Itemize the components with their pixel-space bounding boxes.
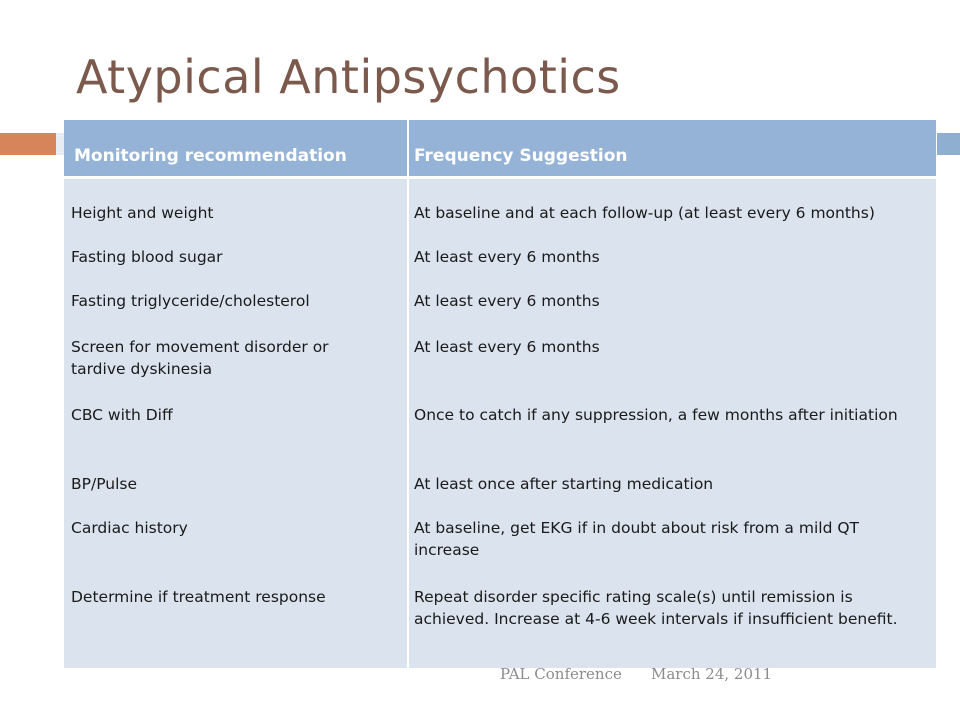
accent-bar-right [937, 133, 960, 155]
row-frequency-fasting-blood-sugar: At least every 6 months [414, 248, 600, 266]
row-frequency-movement-disorder: At least every 6 months [414, 338, 600, 356]
accent-bar-left [0, 133, 56, 155]
row-frequency-treatment-response: Repeat disorder specific rating scale(s) until remission is achieved. Increase at 4-6 week intervals if insufficient benefit. [414, 588, 898, 628]
header-frequency-suggestion: Frequency Suggestion [414, 146, 628, 166]
row-item-treatment-response: Determine if treatment response [71, 588, 326, 606]
row-item-fasting-blood-sugar: Fasting blood sugar [71, 248, 223, 266]
row-item-fasting-triglyceride: Fasting triglyceride/cholesterol [71, 292, 310, 310]
column-divider [407, 120, 409, 668]
row-item-cbc-diff: CBC with Diff [71, 406, 173, 424]
monitoring-table [64, 120, 936, 668]
footer-date: March 24, 2011 [651, 665, 773, 683]
row-item-height-weight: Height and weight [71, 204, 214, 222]
row-frequency-height-weight: At baseline and at each follow-up (at least every 6 months) [414, 204, 875, 222]
row-frequency-fasting-triglyceride: At least every 6 months [414, 292, 600, 310]
footer-event: PAL Conference [500, 665, 622, 683]
row-frequency-cbc-diff: Once to catch if any suppression, a few months after initiation [414, 406, 898, 424]
table-header [64, 120, 936, 176]
row-item-movement-disorder: Screen for movement disorder or tardive dyskinesia [71, 338, 329, 378]
row-item-bp-pulse: BP/Pulse [71, 475, 138, 493]
row-item-cardiac-history: Cardiac history [71, 519, 188, 537]
header-monitoring-recommendation: Monitoring recommendation [74, 146, 347, 166]
row-frequency-cardiac-history: At baseline, get EKG if in doubt about risk from a mild QT increase [414, 519, 859, 559]
accent-bar-stub [56, 133, 64, 155]
header-divider [64, 176, 936, 179]
slide-title: Atypical Antipsychotics [76, 50, 621, 104]
row-frequency-bp-pulse: At least once after starting medication [414, 475, 714, 493]
